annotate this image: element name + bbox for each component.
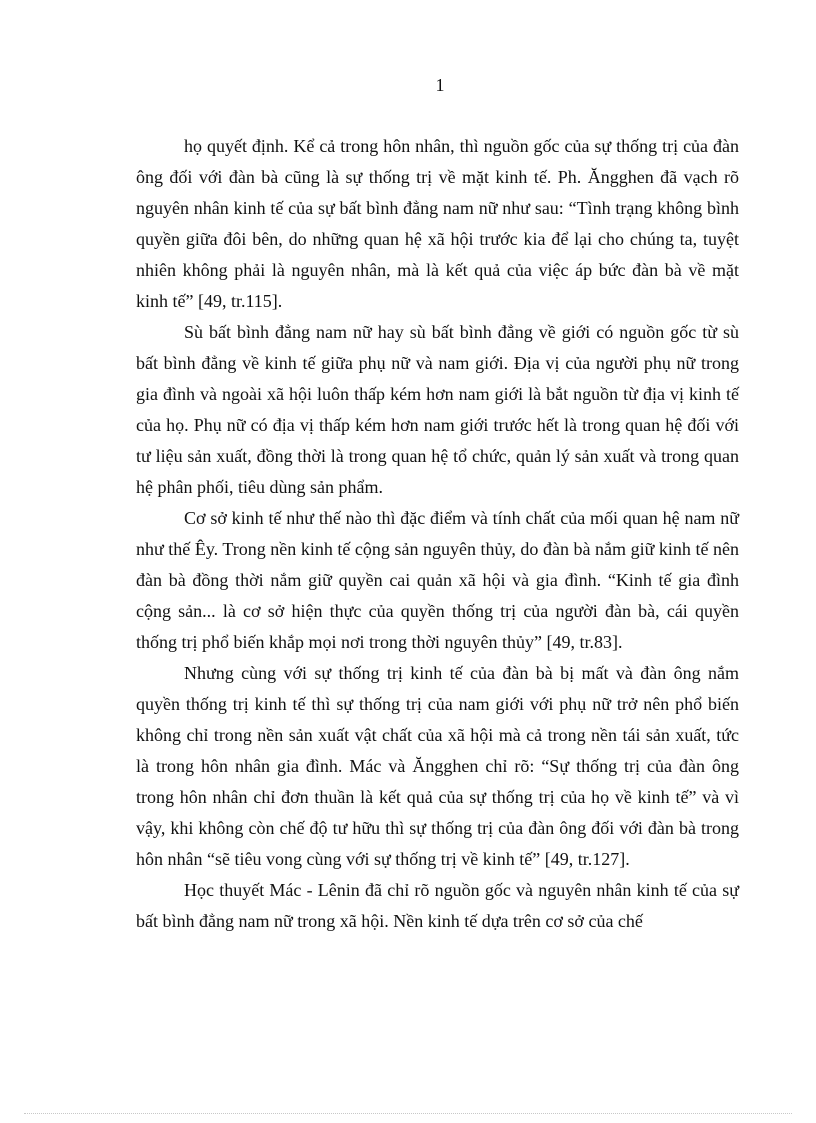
paragraph-5: Học thuyết Mác - Lênin đã chỉ rõ nguồn gốc và nguyên nhân kinh tế của sự bất bình đẳng nam nữ trong xã hội. Nền kinh tế dựa trên cơ sở của chế — [136, 880, 739, 931]
page-bottom-divider — [24, 1113, 792, 1114]
page-number: 1 — [435, 75, 445, 95]
body-text — [136, 131, 739, 937]
paragraph-2: Sù bất bình đẳng nam nữ hay sù bất bình đẳng về giới có nguồn gốc từ sù bất bình đẳng về kinh tế giữa phụ nữ và nam giới. Địa vị của người phụ nữ trong gia đình và ngoài xã hội luôn thấp kém hơn nam giới là bắt nguồn từ địa vị kinh tế của họ. Phụ nữ có địa vị thấp kém hơn nam giới trước hết là trong quan hệ đối với tư liệu sản xuất, đồng thời là trong quan hệ tổ chức, quản lý sản xuất và trong quan hệ phân phối, tiêu dùng sản phẩm. — [136, 322, 739, 497]
paragraph-4: Nhưng cùng với sự thống trị kinh tế của đàn bà bị mất và đàn ông nắm quyền thống trị kinh tế thì sự thống trị của nam giới với phụ nữ trở nên phổ biến không chỉ trong nền sản xuất vật chất của xã hội mà cả trong nền tái sản xuất, tức là trong hôn nhân gia đình. Mác và Ăngghen chỉ rõ: “Sự thống trị của đàn ông trong hôn nhân chỉ đơn thuần là kết quả của sự thống trị của họ về kinh tế” và vì vậy, khi không còn chế độ tư hữu thì sự thống trị của đàn ông đối với đàn bà trong hôn nhân “sẽ tiêu vong cùng với sự thống trị về kinh tế” [49, tr.127]. — [136, 663, 739, 869]
paragraph-3: Cơ sở kinh tế như thế nào thì đặc điểm và tính chất của mối quan hệ nam nữ như thế Êy. Trong nền kinh tế cộng sản nguyên thủy, do đàn bà nắm giữ kinh tế nên đàn bà đồng thời nắm giữ quyền cai quản xã hội và gia đình. “Kinh tế gia đình cộng sản... là cơ sở hiện thực của quyền thống trị của người đàn bà, cái quyền thống trị phổ biến khắp mọi nơi trong thời nguyên thủy” [49, tr.83]. — [136, 508, 739, 652]
paragraph-1: họ quyết định. Kể cả trong hôn nhân, thì nguồn gốc của sự thống trị của đàn ông đối với đàn bà cũng là sự thống trị về mặt kinh tế. Ph. Ăngghen đã vạch rõ nguyên nhân kinh tế của sự bất bình đẳng nam nữ như sau: “Tình trạng không bình quyền giữa đôi bên, do những quan hệ xã hội trước kia để lại cho chúng ta, tuyệt nhiên không phải là nguyên nhân, mà là kết quả của việc áp bức đàn bà về mặt kinh tế” [49, tr.115]. — [136, 136, 739, 311]
